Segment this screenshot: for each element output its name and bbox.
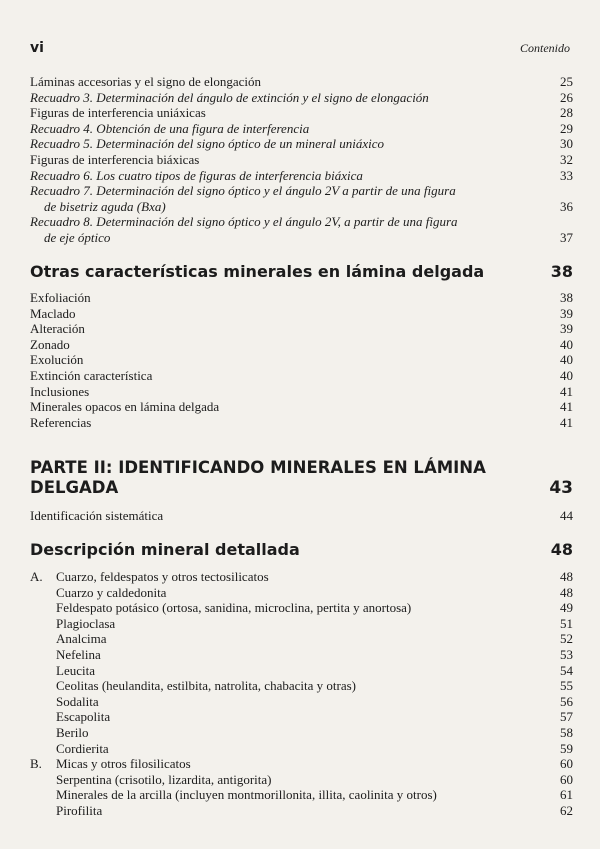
- toc-entry: Minerales opacos en lámina delgada 41: [30, 399, 573, 415]
- toc-entry: Leucita 54: [56, 662, 573, 678]
- toc-entry: Láminas accesorias y el signo de elongación 25: [30, 74, 573, 89]
- toc-entry: Alteración 39: [30, 321, 573, 337]
- toc-entry: Escapolita 57: [56, 709, 573, 725]
- toc-entry: Zonado 40: [30, 336, 573, 352]
- part-title-line2: DELGADA: [30, 478, 119, 497]
- toc-block-1: [30, 74, 573, 246]
- part-heading: [30, 458, 573, 498]
- toc-entry: Nefelina 53: [56, 646, 573, 662]
- toc-entry: Inclusiones 41: [30, 383, 573, 399]
- toc-entry: B. Micas y otros filosilicatos 60: [30, 756, 573, 772]
- toc-entry: A. Cuarzo, feldespatos y otros tectosilicatos 48: [30, 569, 573, 584]
- part-page: 43: [549, 478, 573, 498]
- toc-entry: Exfoliación 38: [30, 290, 573, 305]
- toc-entry: Recuadro 3. Determinación del ángulo de extinción y el signo de elongación 26: [30, 89, 573, 105]
- section-title: Otras características minerales en lámina delgada: [30, 262, 485, 281]
- toc-entry: Analcima 52: [56, 631, 573, 647]
- toc-entry: Cuarzo y caldedonita 48: [56, 584, 573, 600]
- toc-entry: Minerales de la arcilla (incluyen montmorillonita, illita, caolinita y otros) 61: [56, 787, 573, 803]
- toc-entry: Recuadro 7. Determinación del signo óptico y el ángulo 2V a partir de una figura de bisetriz aguda (Bxa) 36: [30, 183, 573, 214]
- toc-entry: Extinción característica 40: [30, 367, 573, 383]
- toc-entry: Feldespato potásico (ortosa, sanidina, microclina, pertita y anortosa) 49: [56, 600, 573, 616]
- toc-entry: Recuadro 8. Determinación del signo óptico y el ángulo 2V, a partir de una figura de eje óptico 37: [30, 214, 573, 245]
- toc-block-2: [30, 290, 573, 430]
- toc-entry: Exolución 40: [30, 352, 573, 368]
- toc-entry: Referencias 41: [30, 414, 573, 430]
- toc-entry: Recuadro 4. Obtención de una figura de interferencia 29: [30, 120, 573, 136]
- toc-entry: Identificación sistemática 44: [30, 508, 573, 523]
- toc-entry: Plagioclasa 51: [56, 615, 573, 631]
- toc-entry: Figuras de interferencia biáxicas 32: [30, 151, 573, 167]
- toc-entry: Berilo 58: [56, 724, 573, 740]
- section-title: Descripción mineral detallada: [30, 540, 300, 559]
- toc-entry: Pirofilita 62: [56, 802, 573, 818]
- page-number: vi: [30, 40, 44, 56]
- section-heading: [30, 262, 573, 281]
- toc-entry: Recuadro 5. Determinación del signo óptico de un mineral uniáxico 30: [30, 136, 573, 152]
- toc-block-4: [30, 569, 573, 819]
- toc-entry: Ceolitas (heulandita, estilbita, natrolita, chabacita y otras) 55: [56, 678, 573, 694]
- toc-entry: Maclado 39: [30, 305, 573, 321]
- toc-entry: Serpentina (crisotilo, lizardita, antigorita) 60: [56, 771, 573, 787]
- toc-entry: Figuras de interferencia uniáxicas 28: [30, 105, 573, 121]
- section-page: 38: [550, 262, 573, 281]
- section-heading: [30, 540, 573, 559]
- toc-entry: Recuadro 6. Los cuatro tipos de figuras de interferencia biáxica 33: [30, 167, 573, 183]
- toc-entry: Sodalita 56: [56, 693, 573, 709]
- toc-entry: Cordierita 59: [56, 740, 573, 756]
- running-header: Contenido: [520, 41, 570, 55]
- part-title-line1: PARTE II: IDENTIFICANDO MINERALES EN LÁMINA: [30, 458, 486, 477]
- section-page: 48: [550, 540, 573, 559]
- toc-block-3: [30, 508, 573, 524]
